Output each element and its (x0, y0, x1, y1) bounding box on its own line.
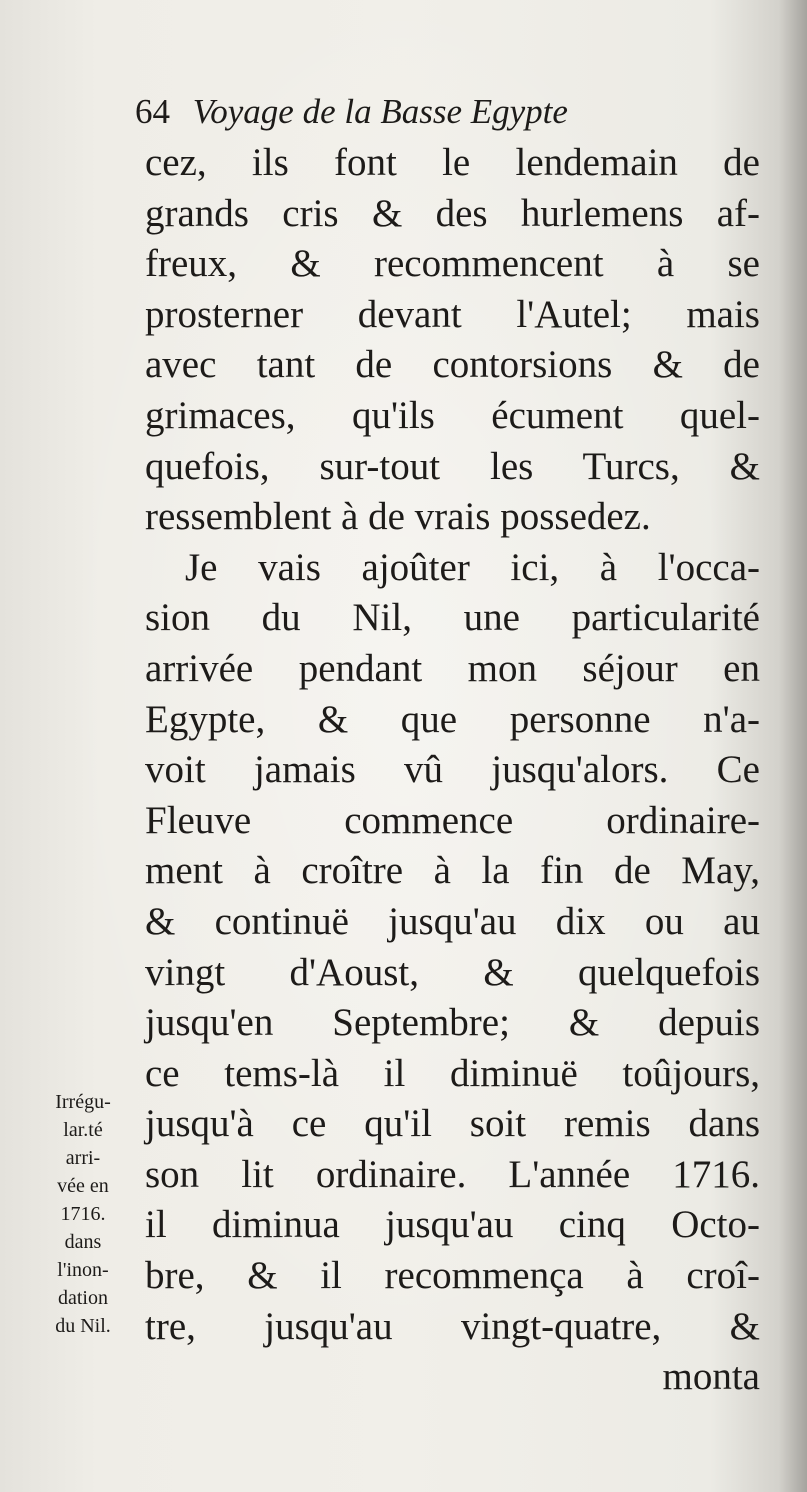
paragraph-first-line: Je vais ajoûter ici, à l'occa- (185, 545, 760, 589)
text-line: bre, & il recommença à croî- (145, 1254, 760, 1298)
marginal-note-line: du Nil. (55, 1315, 111, 1337)
catchword: monta (662, 1355, 760, 1399)
running-title: Voyage de la Basse Egypte (192, 92, 568, 131)
text-line: jusqu'en Septembre; & depuis (145, 1001, 760, 1045)
marginal-note-line: dans (64, 1231, 102, 1253)
text-line: ce tems-là il diminuë toûjours, (145, 1051, 760, 1095)
text-line: freux, & recommencent à se (145, 242, 760, 286)
text-line: Egypte, & que personne n'a- (145, 697, 760, 741)
marginal-note-line: vée en (57, 1175, 109, 1197)
marginal-note-line: l'inon- (57, 1259, 109, 1281)
body-text (145, 138, 760, 1403)
marginal-note-line: lar.té (63, 1119, 103, 1141)
text-line: & continuë jusqu'au dix ou au (145, 899, 760, 943)
text-line: grands cris & des hurlemens af- (145, 191, 760, 235)
running-head (135, 88, 735, 136)
text-line: tre, jusqu'au vingt-quatre, & (145, 1304, 760, 1348)
marginal-note-line: arri- (65, 1147, 101, 1169)
text-line: il diminua jusqu'au cinq Octo- (145, 1203, 760, 1247)
text-line: avec tant de contorsions & de (145, 343, 760, 387)
text-line: sion du Nil, une particularité (145, 596, 760, 640)
text-line: jusqu'à ce qu'il soit remis dans (145, 1102, 760, 1146)
marginal-note-line: 1716. (60, 1203, 106, 1225)
text-line: vingt d'Aoust, & quelquefois (145, 950, 760, 994)
text-line: quefois, sur-tout les Turcs, & (145, 444, 760, 488)
text-line: son lit ordinaire. L'année 1716. (145, 1152, 760, 1196)
text-line: ment à croître à la fin de May, (145, 849, 760, 893)
page-number: 64 (135, 92, 170, 131)
text-line: arrivée pendant mon séjour en (145, 646, 760, 690)
marginal-note-line: dation (58, 1287, 108, 1309)
text-line: Fleuve commence ordinaire- (145, 798, 760, 842)
text-line: grimaces, qu'ils écument quel- (145, 393, 760, 437)
page-edge-shadow (779, 0, 807, 1492)
marginal-note (28, 1088, 138, 1340)
text-line: prosterner devant l'Autel; mais (145, 292, 760, 336)
marginal-note-line: Irrégu- (55, 1091, 111, 1113)
text-line: ressemblent à de vrais possedez. (145, 495, 651, 539)
text-line: voit jamais vû jusqu'alors. Ce (145, 748, 760, 792)
text-line: cez, ils font le lendemain de (145, 141, 760, 184)
